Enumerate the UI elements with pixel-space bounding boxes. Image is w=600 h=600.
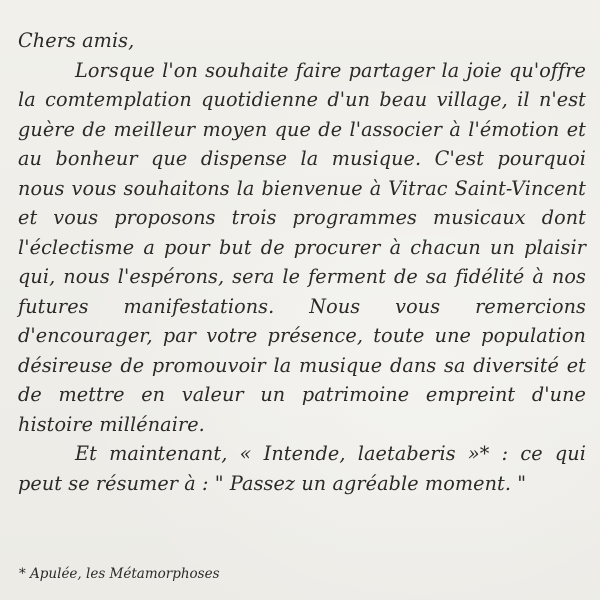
letter-body <box>18 26 586 498</box>
salutation: Chers amis, <box>18 29 135 52</box>
paragraph-closing: Et maintenant, « Intende, laetaberis »* : ce qui peut se résumer à : " Passez un agréable moment. " <box>18 442 586 495</box>
paragraph-welcome: Lorsque l'on souhaite faire partager la joie qu'offre la comtemplation quotidienne d'un beau village, il n'est guère de meilleur moyen que de l'associer à l'émotion et au bonheur que dispense la musique. C'est pourquoi nous vous souhaitons la bienvenue à Vitrac Saint-Vincent et vous proposons trois programmes musicaux dont l'éclectisme a pour but de procurer à chacun un plaisir qui, nous l'espérons, sera le ferment de sa fidélité à nos futures manifestations. Nous vous remercions d'encourager, par votre présence, toute une population désireuse de promouvoir la musique dans sa diversité et de mettre en valeur un patrimoine empreint d'une histoire millénaire. <box>18 58 586 436</box>
footnote: * Apulée, les Métamorphoses <box>19 566 220 582</box>
